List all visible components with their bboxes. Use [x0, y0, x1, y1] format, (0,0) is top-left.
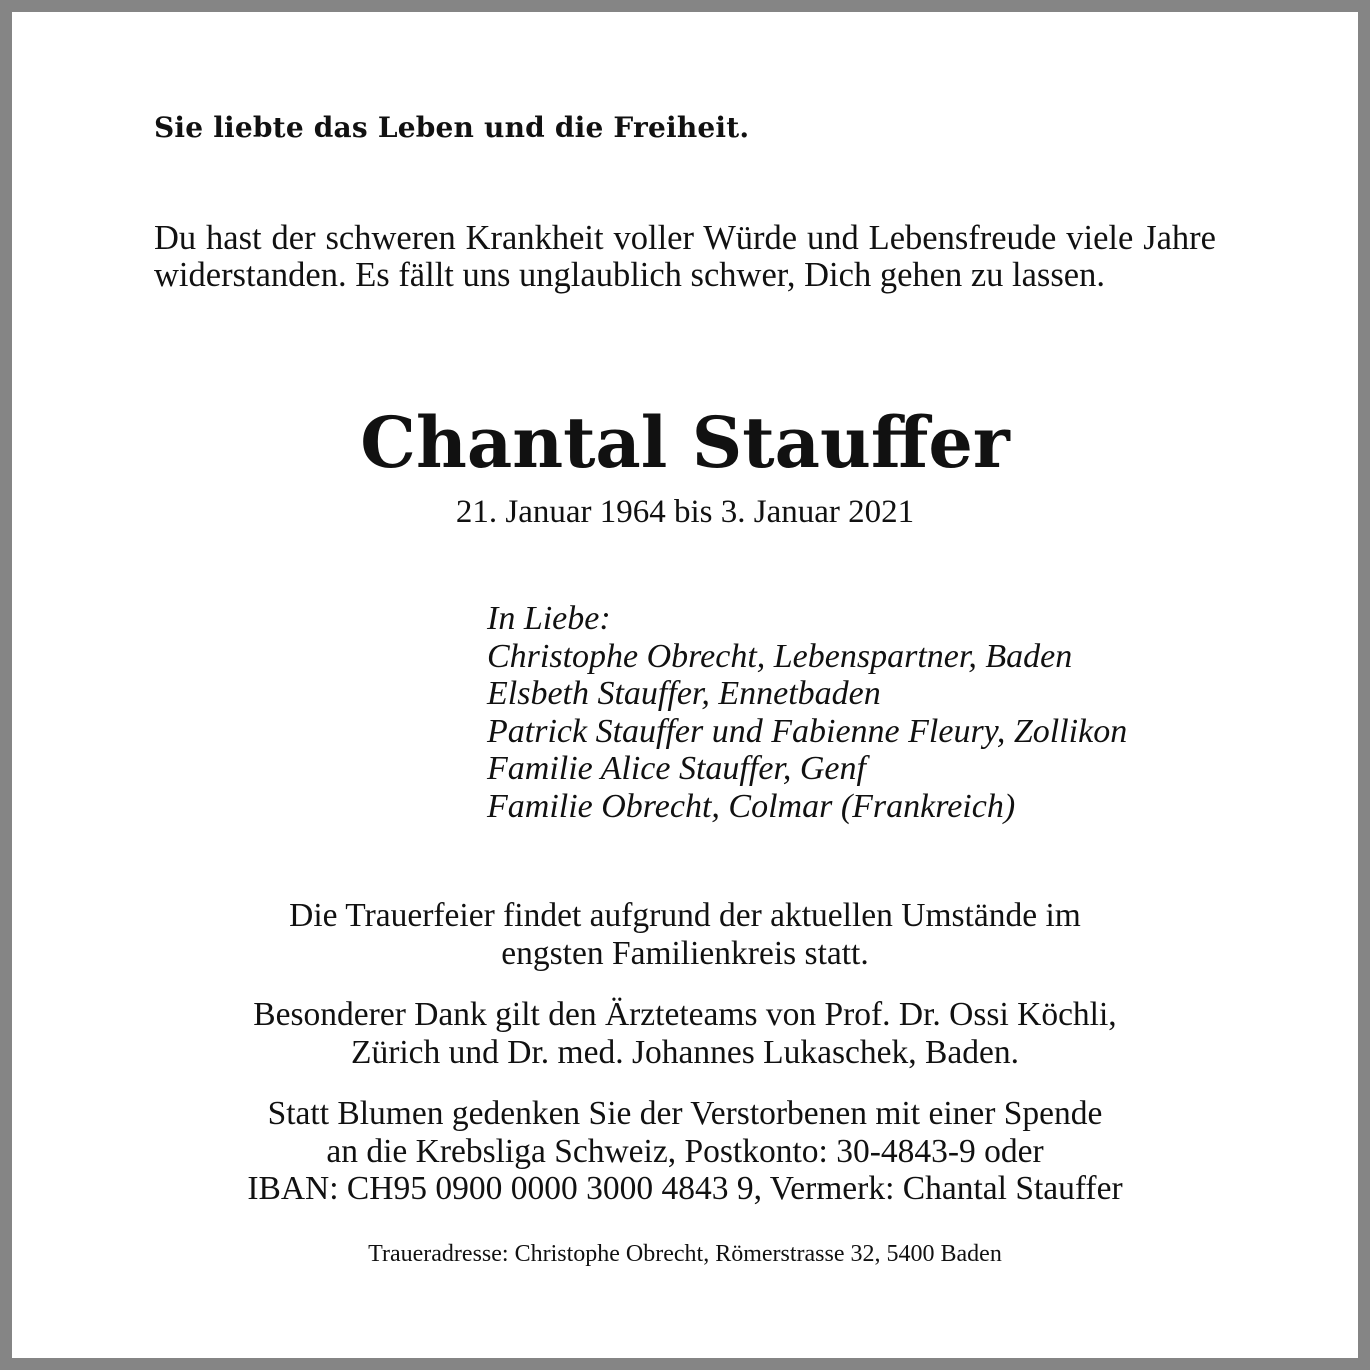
- deceased-name: Chantal Stauffer: [360, 401, 1010, 484]
- donation-line: Statt Blumen gedenken Sie der Verstorbenen mit einer Spende: [267, 1095, 1103, 1132]
- motto-heading: Sie liebte das Leben und die Freiheit.: [154, 111, 750, 144]
- ceremony-line: Die Trauerfeier findet aufgrund der aktuellen Umstände im: [289, 897, 1081, 934]
- intro-paragraph: Du hast der schweren Krankheit voller Würde und Lebensfreude viele Jahre widerstanden. Es fällt uns unglaublich schwer, Dich gehen zu lassen.: [154, 219, 1216, 294]
- life-dates: 21. Januar 1964 bis 3. Januar 2021: [455, 494, 915, 530]
- donation-line: IBAN: CH95 0900 0000 3000 4843 9, Vermerk: Chantal Stauffer: [247, 1170, 1123, 1207]
- mourner-entry: Familie Alice Stauffer, Genf: [487, 750, 866, 787]
- thanks-line: Besonderer Dank gilt den Ärzteteams von Prof. Dr. Ossi Köchli,: [253, 996, 1117, 1033]
- donation-notice: [0, 1095, 1370, 1208]
- mourners-list: [487, 600, 1247, 825]
- ceremony-notice: [0, 897, 1370, 972]
- mourner-entry: Christophe Obrecht, Lebenspartner, Baden: [487, 637, 1073, 675]
- mourner-entry: Familie Obrecht, Colmar (Frankreich): [487, 787, 1016, 825]
- mourning-address: Traueradresse: Christophe Obrecht, Römerstrasse 32, 5400 Baden: [368, 1241, 1002, 1267]
- thanks-notice: [0, 996, 1370, 1071]
- mourner-entry: Elsbeth Stauffer, Ennetbaden: [487, 675, 881, 712]
- mourner-entry: Patrick Stauffer und Fabienne Fleury, Zollikon: [487, 712, 1128, 750]
- mourners-heading: In Liebe:: [487, 600, 611, 637]
- thanks-line: Zürich und Dr. med. Johannes Lukaschek, Baden.: [351, 1033, 1019, 1071]
- ceremony-line: engsten Familienkreis statt.: [501, 934, 869, 972]
- donation-line: an die Krebsliga Schweiz, Postkonto: 30-4843-9 oder: [326, 1132, 1044, 1170]
